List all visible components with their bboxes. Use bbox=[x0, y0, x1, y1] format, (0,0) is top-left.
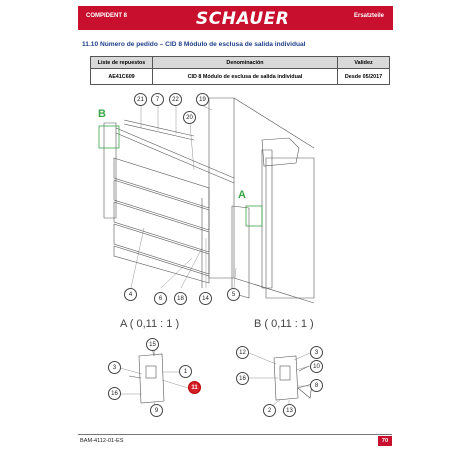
callout-highlighted: 11 bbox=[188, 381, 201, 394]
header-product-name: COMPIDENT 8 bbox=[86, 13, 128, 19]
module-illustration bbox=[84, 88, 334, 312]
footer-doc-code: BAM-4112-01-ES bbox=[80, 438, 124, 444]
callout-detail-b: 13 bbox=[283, 404, 296, 417]
callout-detail-a: 16 bbox=[108, 387, 121, 400]
detail-marker-b: B bbox=[98, 108, 106, 120]
header-section-name: Ersatzteile bbox=[353, 13, 384, 19]
table-cell-part-list: AE41C609 bbox=[91, 69, 153, 85]
callout-top: 20 bbox=[183, 111, 196, 124]
callout-bottom: 14 bbox=[199, 292, 212, 305]
callout-detail-a: 15 bbox=[146, 338, 159, 351]
callout-detail-b: 10 bbox=[310, 360, 323, 373]
callout-detail-b: 2 bbox=[263, 404, 276, 417]
detail-marker-a: A bbox=[238, 189, 246, 201]
detail-label-b: B ( 0,11 : 1 ) bbox=[254, 318, 314, 330]
table-row bbox=[91, 69, 390, 85]
callout-top: 21 bbox=[134, 93, 147, 106]
table-header-cell: Denominación bbox=[153, 57, 338, 69]
callout-bottom: 5 bbox=[227, 288, 240, 301]
page-header bbox=[78, 6, 393, 30]
parts-table bbox=[90, 56, 390, 85]
table-cell-validity: Desde 05/2017 bbox=[338, 69, 390, 85]
brand-logo: SCHAUER bbox=[196, 9, 290, 29]
callout-top: 19 bbox=[196, 93, 209, 106]
detail-views bbox=[84, 316, 344, 426]
detail-illustrations bbox=[84, 316, 344, 426]
callout-bottom: 6 bbox=[154, 292, 167, 305]
callout-bottom: 4 bbox=[124, 288, 137, 301]
footer-divider bbox=[78, 434, 392, 435]
detail-label-a: A ( 0,11 : 1 ) bbox=[120, 318, 180, 330]
table-header-row bbox=[91, 57, 390, 69]
table-cell-denomination: CID 8 Módulo de esclusa de salida individual bbox=[153, 69, 338, 85]
callout-detail-a: 1 bbox=[179, 365, 192, 378]
page-number: 70 bbox=[378, 436, 392, 446]
callout-detail-a: 9 bbox=[150, 404, 163, 417]
callout-detail-b: 16 bbox=[236, 372, 249, 385]
table-header-cell: Validez bbox=[338, 57, 390, 69]
callout-detail-b: 12 bbox=[236, 346, 249, 359]
callout-bottom: 18 bbox=[174, 292, 187, 305]
table-header-cell: Liste de repuestos bbox=[91, 57, 153, 69]
section-title: 11.10 Número de pedido – CID 8 Módulo de esclusa de salida individual bbox=[82, 41, 306, 48]
callout-detail-a: 3 bbox=[108, 361, 121, 374]
callout-top: 7 bbox=[151, 93, 164, 106]
callout-detail-b: 8 bbox=[310, 379, 323, 392]
callout-detail-b: 3 bbox=[310, 346, 323, 359]
callout-top: 22 bbox=[169, 93, 182, 106]
exploded-drawing bbox=[84, 88, 334, 312]
